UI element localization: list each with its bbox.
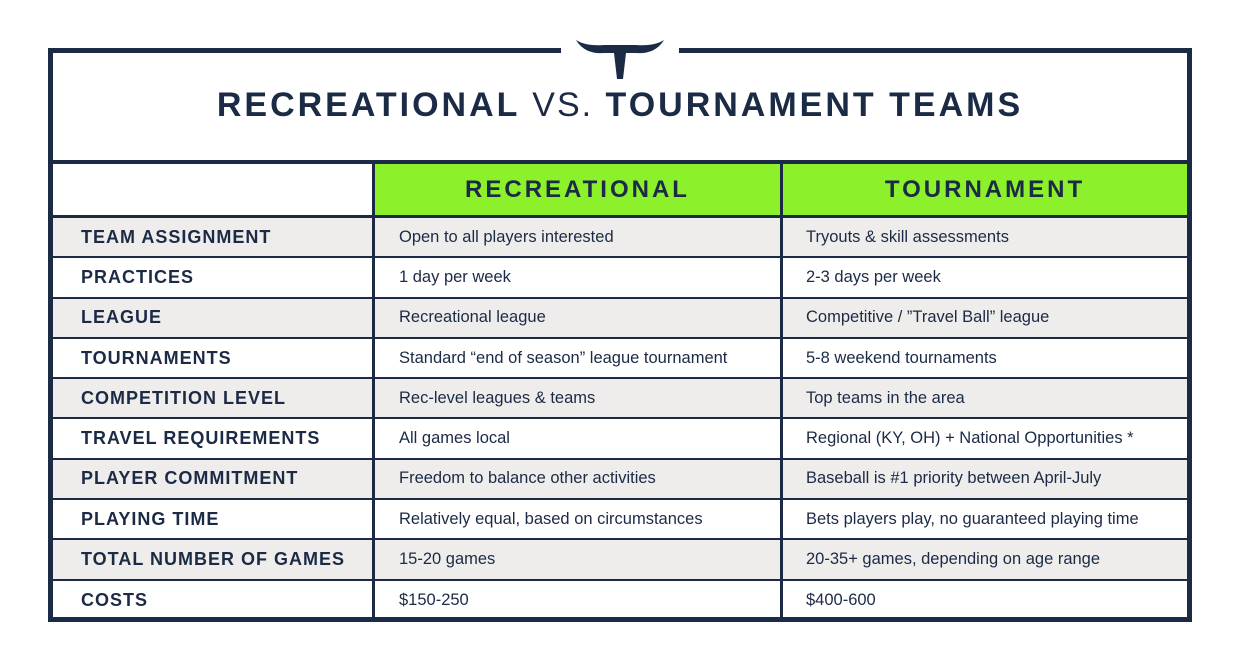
longhorn-logo-icon (574, 34, 666, 82)
title-part-tournament: TOURNAMENT TEAMS (605, 86, 1024, 124)
tournament-cell: Tryouts & skill assessments (806, 227, 1009, 246)
tournament-cell: $400-600 (806, 591, 876, 610)
recreational-cell: Rec-level leagues & teams (375, 379, 783, 417)
recreational-cell: Freedom to balance other activities (375, 460, 783, 498)
row-label: TOTAL NUMBER OF GAMES (53, 540, 375, 578)
row-label: TEAM ASSIGNMENT (53, 218, 375, 256)
table-row (53, 500, 1187, 540)
row-label: COMPETITION LEVEL (53, 379, 375, 417)
row-label: LEAGUE (53, 299, 375, 337)
page-title (53, 86, 1187, 134)
row-label: PLAYER COMMITMENT (53, 460, 375, 498)
row-label: PLAYING TIME (53, 500, 375, 538)
row-label: TOURNAMENTS (53, 339, 375, 377)
tournament-cell: 2-3 days per week (806, 267, 941, 286)
table-row (53, 419, 1187, 459)
tournament-cell: Regional (KY, OH) + National Opportunities * (806, 429, 1134, 448)
recreational-cell: 1 day per week (375, 258, 783, 296)
row-label: PRACTICES (53, 258, 375, 296)
tournament-cell: Baseball is #1 priority between April-July (806, 469, 1102, 488)
table-row (53, 379, 1187, 419)
comparison-table (53, 160, 1187, 617)
recreational-cell: Relatively equal, based on circumstances (375, 500, 783, 538)
header-cell-recreational: RECREATIONAL (375, 164, 783, 215)
table-row (53, 339, 1187, 379)
recreational-cell: Recreational league (375, 299, 783, 337)
tournament-cell: Top teams in the area (806, 388, 965, 407)
table-row (53, 218, 1187, 258)
title-vs: VS. (532, 86, 594, 124)
recreational-cell: All games local (375, 419, 783, 457)
recreational-cell: 15-20 games (375, 540, 783, 578)
recreational-cell: $150-250 (375, 581, 783, 621)
header-cell-empty (53, 164, 375, 215)
tournament-cell: Bets players play, no guaranteed playing time (806, 509, 1139, 528)
header-cell-tournament: TOURNAMENT (783, 164, 1187, 215)
table-row (53, 258, 1187, 298)
table-row (53, 540, 1187, 580)
row-label: TRAVEL REQUIREMENTS (53, 419, 375, 457)
title-part-recreational: RECREATIONAL (216, 86, 520, 124)
tournament-cell: 5-8 weekend tournaments (806, 348, 997, 367)
row-label: COSTS (53, 581, 375, 621)
table-row (53, 299, 1187, 339)
frame-top-border-right (679, 48, 1192, 53)
recreational-cell: Open to all players interested (375, 218, 783, 256)
tournament-cell: Competitive / ”Travel Ball” league (806, 308, 1050, 327)
table-row (53, 581, 1187, 621)
tournament-cell: 20-35+ games, depending on age range (806, 550, 1101, 569)
frame-top-border-left (48, 48, 561, 53)
table-header-row (53, 164, 1187, 218)
table-row (53, 460, 1187, 500)
recreational-cell: Standard “end of season” league tournament (375, 339, 783, 377)
